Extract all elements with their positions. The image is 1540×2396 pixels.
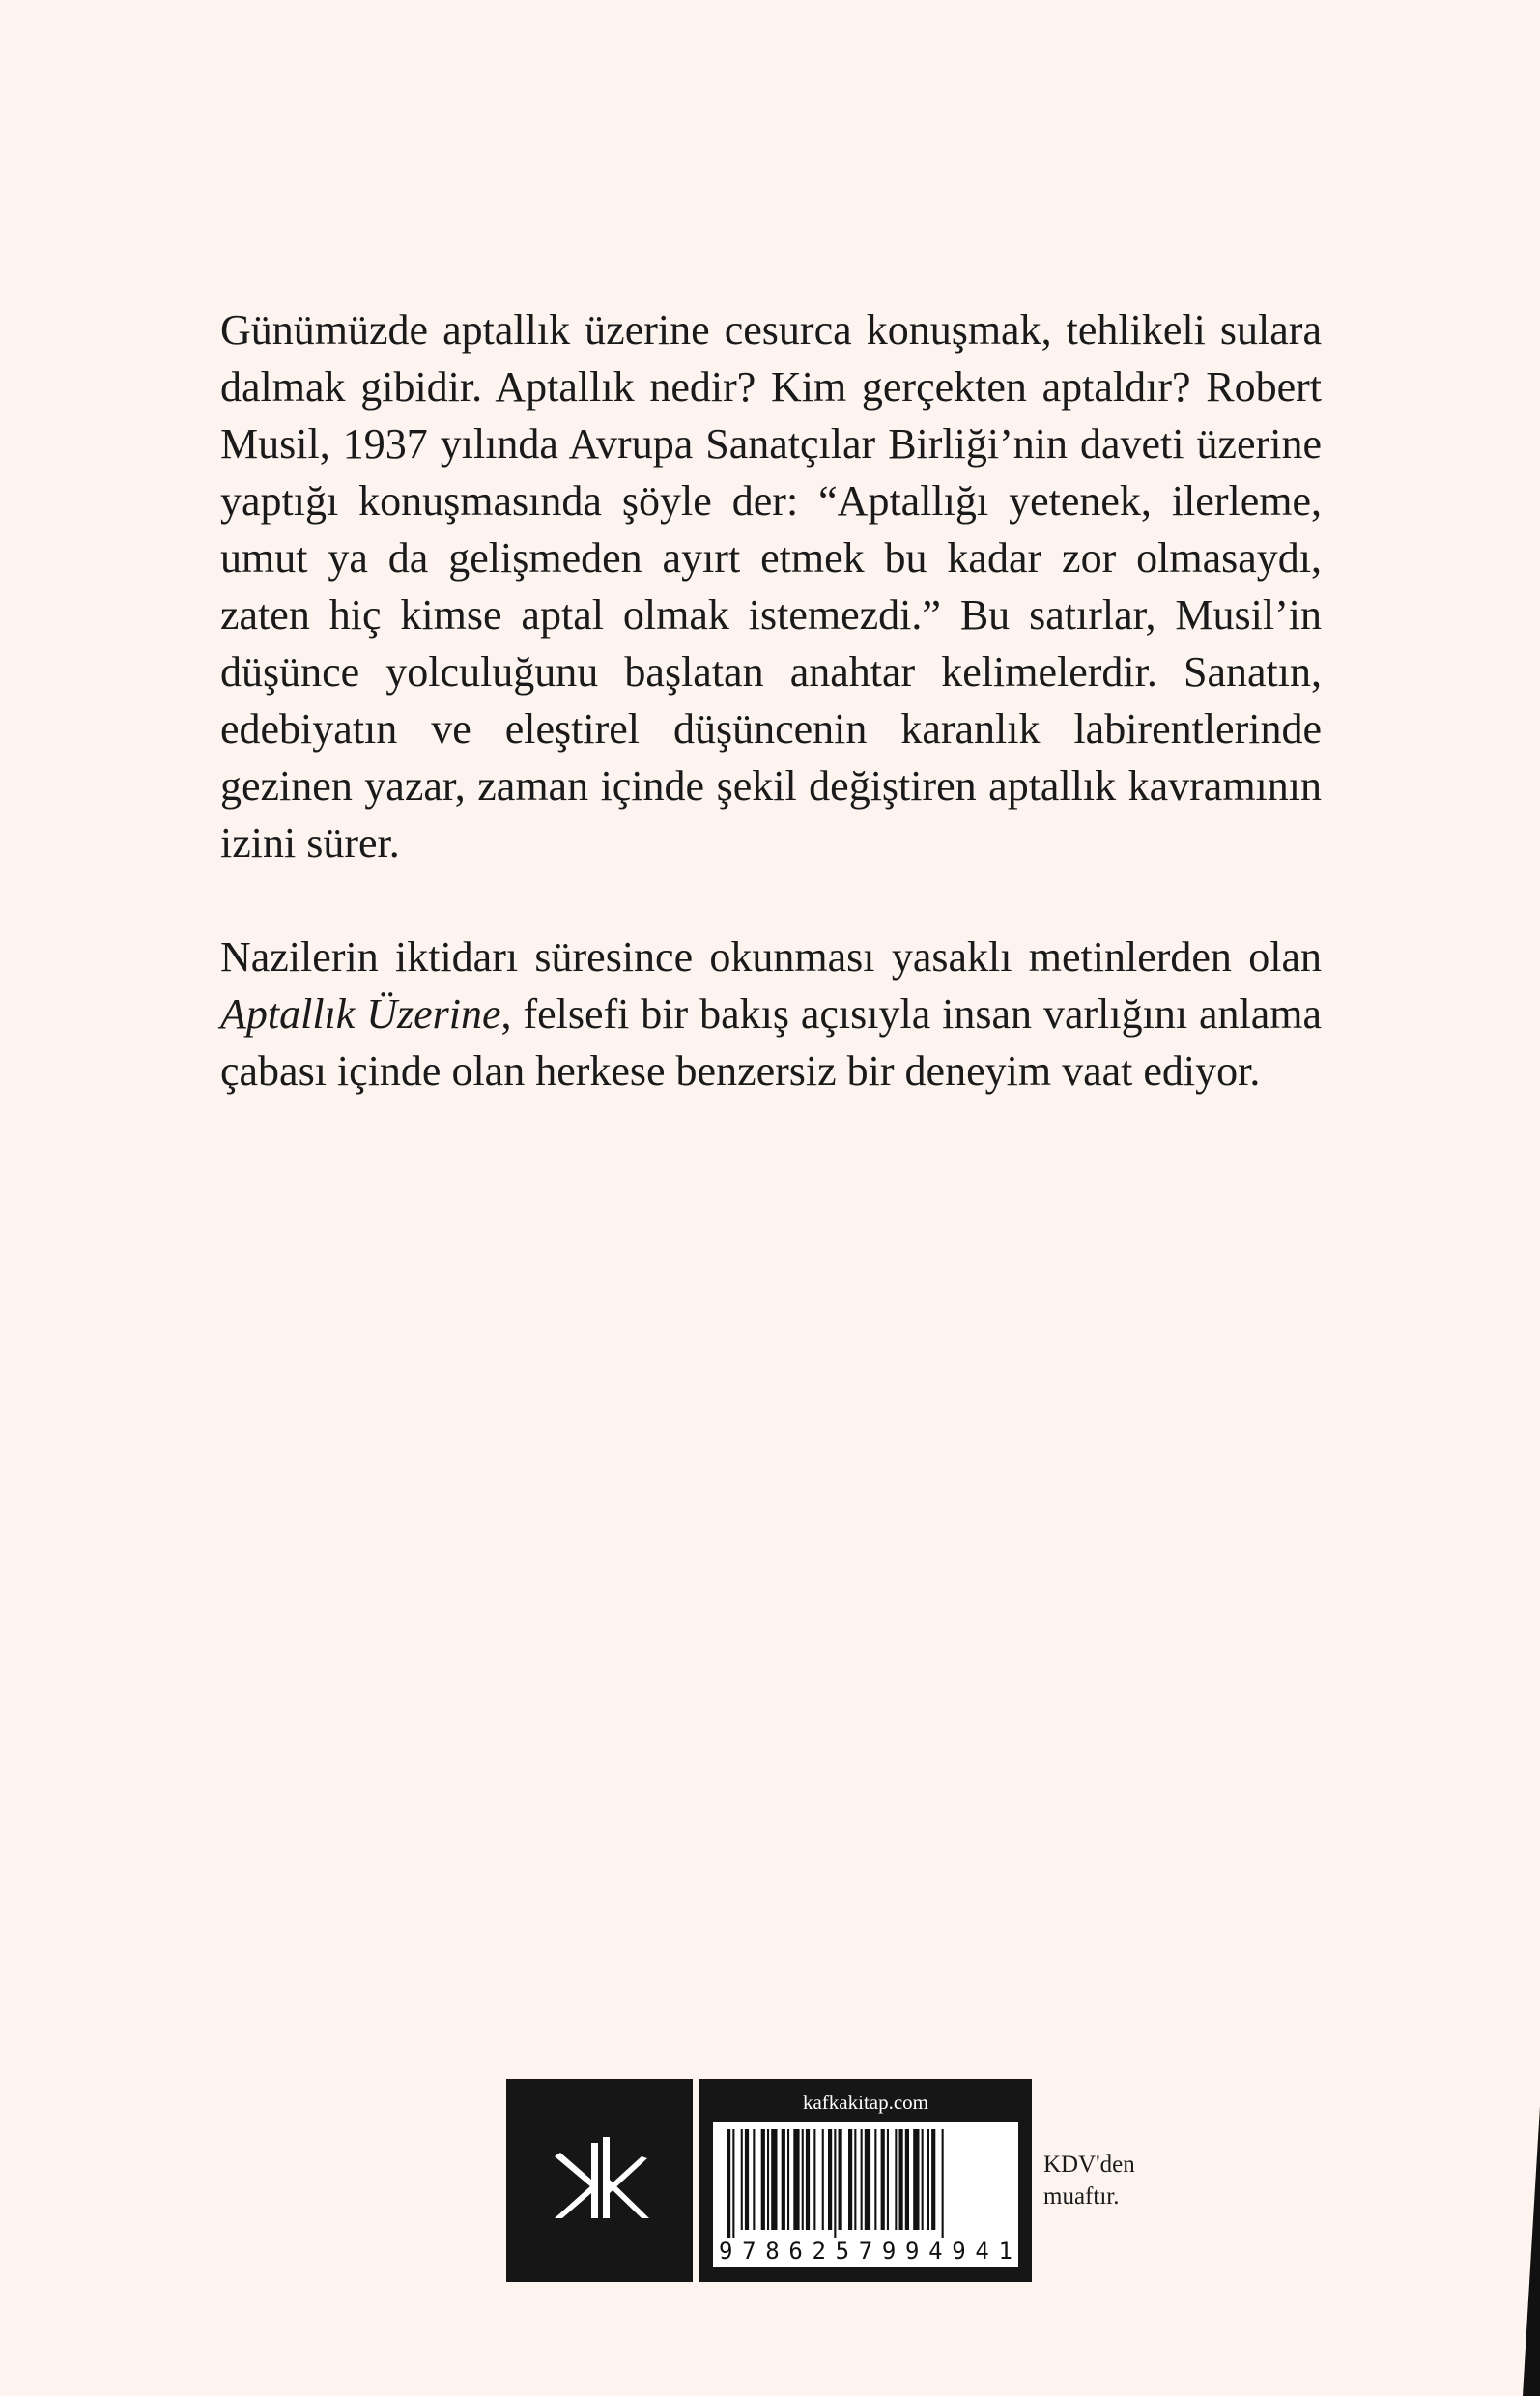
barcode-bar [922,2129,924,2230]
isbn-digit: 7 [742,2238,756,2265]
cover-edge-shape [1501,0,1540,2396]
barcode-bar [767,2129,769,2230]
barcode-bar [806,2129,810,2230]
barcode-bar [782,2129,785,2230]
blurb-paragraph-1: Günümüzde aptallık üzerine cesurca konuşmak, tehlikeli sulara dalmak gibidir. Aptallık nedir? Kim gerçekten aptaldır? Robert Musil, 1937 yılında Avrupa Sanatçılar Birliği’nin daveti üzerine yaptığı konuşmasında şöyle der: “Aptallığı yetenek, ilerleme, umut ya da gelişmeden ayırt etmek bu kadar zor olmasaydı, zaten hiç kimse aptal olmak istemezdi.” Bu satırlar, Musil’in düşünce yolculuğunu başlatan anahtar kelimelerdir. Sanatın, edebiyatın ve eleştirel düşüncenin karanlık labirentlerinde gezinen yazar, zaman içinde şekil değiştiren aptallık kavramının izini sürer. [220,306,1322,867]
isbn-digit: 1 [998,2238,1012,2265]
barcode-bar [745,2129,749,2230]
tax-note-line-2: muaftır. [1043,2183,1120,2210]
isbn-digit: 4 [975,2238,989,2265]
barcode-bar [848,2129,852,2230]
isbn-digit: 9 [881,2238,897,2265]
barcode-bar [741,2129,743,2230]
isbn-digit: 8 [765,2238,780,2265]
blurb-paragraph-2-end: , felsefi bir bakış açısıyla insan varlığını anlama çabası içinde olan herkese benzersiz bir deneyim vaat ediyor. [220,990,1322,1095]
barcode-bar [822,2129,824,2230]
barcode-bar [881,2129,885,2230]
barcode-bar [771,2129,777,2230]
isbn-digit: 7 [858,2238,873,2265]
barcode-bar [931,2129,935,2230]
barcode-bar [761,2129,765,2230]
isbn-digit: 9 [952,2238,966,2265]
isbn-digit: 2 [812,2238,826,2265]
isbn-number [719,2239,1012,2263]
publisher-website: kafkakitap.com [802,2091,929,2114]
barcode-bar [927,2129,929,2230]
barcode-bar [727,2129,730,2238]
barcode-bar [802,2129,804,2230]
barcode-bar [874,2129,876,2230]
barcode-bar [899,2129,903,2230]
barcode-bar [793,2129,799,2230]
barcode-bar [732,2129,734,2238]
isbn-digit: 5 [835,2238,850,2265]
barcode-bar [905,2129,909,2230]
isbn-digit: 4 [928,2238,943,2265]
barcode-bar [887,2129,889,2230]
barcode-bar [854,2129,856,2230]
blurb-paragraph-2-start: Nazilerin iktidarı süresince okunması yasaklı metinlerden olan [220,933,1322,981]
book-title-italic: Aptallık Üzerine [220,990,501,1038]
barcode-bar [895,2129,897,2230]
barcode-bar [834,2129,836,2238]
barcode-bar [787,2129,789,2230]
barcode-bar [861,2129,863,2230]
barcode-bar [828,2129,832,2230]
publisher-logo [506,2079,693,2282]
barcode-bar [753,2129,755,2230]
isbn-barcode [713,2122,1018,2267]
tax-note-line-1: KDV'den [1043,2152,1135,2178]
tax-exemption-note [1043,2149,1135,2212]
isbn-digit: 9 [905,2238,920,2265]
barcode-bars [713,2122,1018,2241]
kk-logo-icon [506,2079,693,2282]
barcode-bar [913,2129,919,2230]
barcode-bar [942,2129,944,2238]
barcode-bar [839,2129,842,2230]
isbn-digit: 9 [719,2238,733,2265]
barcode-bar [865,2129,870,2230]
back-cover-blurb [220,301,1322,1099]
isbn-digit: 6 [788,2238,803,2265]
barcode-bar [813,2129,815,2230]
blurb-paragraph-2 [220,928,1322,1099]
barcode-block [699,2079,1032,2282]
